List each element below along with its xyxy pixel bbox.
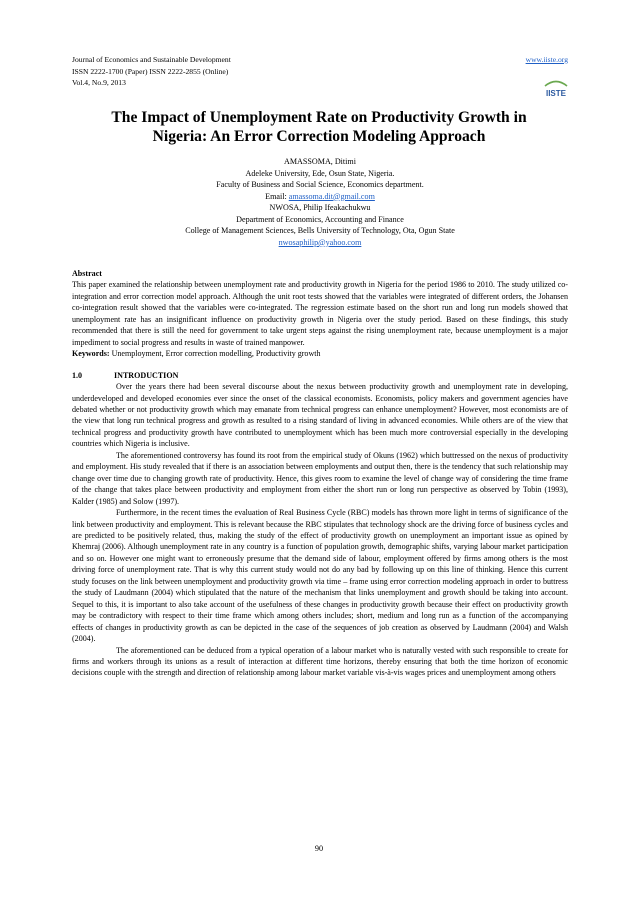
author-line — [72, 191, 568, 203]
journal-name: Journal of Economics and Sustainable Development — [72, 55, 231, 64]
author-line: NWOSA, Philip Ifeakachukwu — [269, 203, 371, 212]
author-line — [72, 237, 568, 249]
journal-url-link[interactable]: www.iiste.org — [525, 55, 568, 64]
journal-header — [72, 54, 568, 89]
svg-text:IISTE: IISTE — [545, 89, 567, 98]
author-line: Adeleke University, Ede, Osun State, Nigeria. — [245, 168, 395, 178]
author-line: College of Management Sciences, Bells University of Technology, Ota, Ogun State — [185, 226, 455, 235]
iiste-logo — [543, 78, 569, 100]
author-block — [72, 156, 568, 248]
author-line: Faculty of Business and Social Science, Economics department. — [216, 180, 424, 189]
paragraph-3: Furthermore, in the recent times the evaluation of Real Business Cycle (RBC) models has thrown more light in terms of significance of the link between productivity and employment. This is relevant because the RBC stipulates that technology shock are the driving force of business cycles and are predicted to be positively related, thus, making the study of the effect of productivity growth on unemployment an important issue as opined by Khemraj (2006). Although unemployment rate in any country is a function of population growth, demographic shifts, varying labour market participation and so on. However one might want to erroneously presume that the demand side of labour, employment offered by firms among others is the most driving force of unemployment rate. That is why this current study would not do any bad by following up on this line of thinking. Hence this current study focuses on the link between unemployment and productivity growth via time – frame using error correction modeling approach in order to buttress the study of Laudmann (2004) which stipulated that the nature of the mechanism that links unemployment and growth should be taking into account. Sequel to this, it is important to also take account of the usefulness of these changes in productivity growth because their effect on productivity growth may be contradictory with respect to their time frame which among others includes; short, medium and long run as a function of the accompanying effects of changes in productivity growth as can be depicted in the case of the sequences of job creation as observed by Laudmann (2004) and Walsh (2004). — [72, 508, 568, 644]
abstract-text: This paper examined the relationship between unemployment rate and productivity growth in Nigeria for the period 1986 to 2010. The study utilized co-integration and error correction model approach. Although the unit root tests showed that the variables were integrated of different orders, the Johansen co-integration result showed that the variables were co-integrated. The regression estimate based on the short run and long run models showed that unemployment rate has an insignificant influence on productivity growth in Nigeria over the study period. Based on these findings, this study recommended that there is still the need for government to take urgent steps against the rising unemployment rate, because unemployment is a major impediment to social progress and results in waste of trained manpower. — [72, 280, 568, 347]
paragraph-4: The aforementioned can be deduced from a typical operation of a labour market who is naturally vested with such responsible to create for firms and workers through its unions as a result of interaction at different time horizons, thereby ensuring that both the time horizon of economic decisions couple with the strength and direction of relationship among labour market variable vis-à-vis wages prices and unemployment among others — [72, 645, 568, 678]
paper-body — [72, 268, 568, 679]
email-link[interactable]: amassoma.dit@gmail.com — [288, 191, 375, 201]
section-title: INTRODUCTION — [114, 370, 179, 380]
section-heading — [72, 370, 568, 381]
keywords-line — [72, 348, 568, 359]
email-label: Email: — [265, 191, 289, 201]
journal-volume: Vol.4, No.9, 2013 — [72, 78, 126, 87]
paragraph-2: The aforementioned controversy has found its root from the empirical study of Okuns (1962) which buttressed on the nexus of productivity and employment. His study revealed that if there is an association between employments and output then, there is the tendency that such relationship may change over time due to changing growth rate of productivity. Hence, this gives room to examine the level of change way of considering the time frame of the change that takes place between productivity and employment from either the short run or long run perspective as observed by Tobin (1993), Kalder (1985) and Solow (1997). — [72, 450, 568, 506]
paper-title-line-2: Nigeria: An Error Correction Modeling Approach — [152, 128, 486, 145]
section-number: 1.0 — [72, 370, 83, 380]
keywords-label: Keywords: — [72, 349, 110, 359]
page-number: 90 — [314, 844, 324, 853]
author-line: Department of Economics, Accounting and Finance — [236, 214, 404, 224]
abstract-heading: Abstract — [72, 269, 102, 278]
paper-title-line-1: The Impact of Unemployment Rate on Productivity Growth in — [111, 109, 527, 126]
paper-title — [60, 108, 578, 146]
paragraph-1: Over the years there had been several discourse about the nexus between productivity growth and unemployment rate in developing, underdeveloped and developed economies ever since the onset of the classical economists. Economists, policy makers and government agencies have debated whether or not productivity growth which may emanate from technical progress can enhance unemployment? However, most economists are of the view that long run technical progress and growth as resulted to a rising standard of living in advanced economies. While others are of the view that technical progress and productivity growth have contributed to unemployment which has been much more controversial especially in the developing countries which Nigeria is inclusive. — [72, 382, 568, 449]
author-line: AMASSOMA, Ditimi — [284, 157, 356, 166]
email-link[interactable]: nwosaphilip@yahoo.com — [278, 237, 362, 247]
journal-issn: ISSN 2222-1700 (Paper) ISSN 2222-2855 (Online) — [72, 66, 229, 76]
keywords-text: Unemployment, Error correction modelling, Productivity growth — [109, 349, 321, 359]
